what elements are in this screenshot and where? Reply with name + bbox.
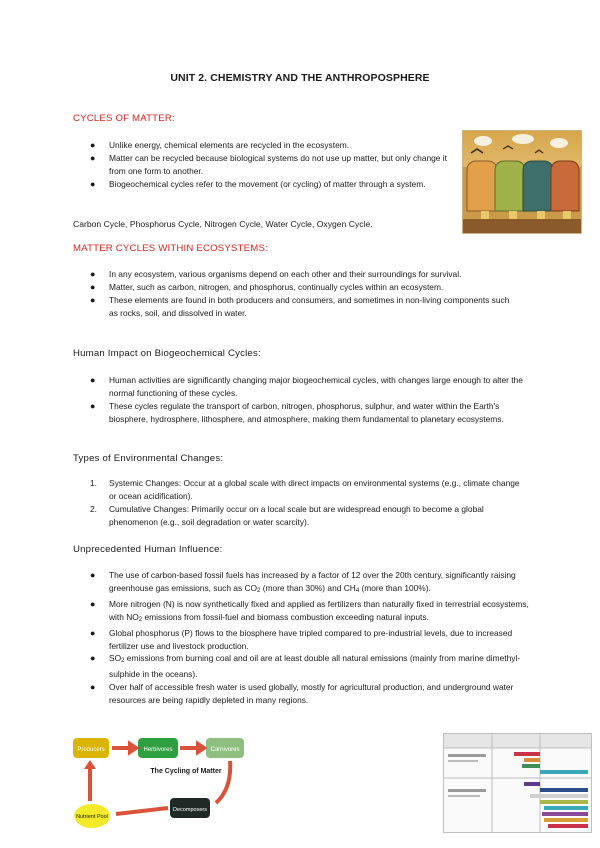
biogeochemical-cycles-illustration <box>462 130 582 234</box>
bullet-icon: ● <box>90 375 96 385</box>
list-item: 1. Systemic Changes: Occur at a global scale with direct impacts on environmental systems (e.g., climate change or ocean acidification). <box>90 478 520 501</box>
unprecedented-heading: Unprecedented Human Influence: <box>73 544 223 555</box>
herbivores-label: Herbivores <box>143 747 173 753</box>
list-item: ● Matter, such as carbon, nitrogen, and phosphorus, continually cycles within an ecosystem. <box>90 281 444 292</box>
list-item: ● Global phosphorus (P) flows to the biosphere have tripled compared to pre-industrial levels, due to increased fertilizer use and livestock production. <box>90 627 513 651</box>
env-changes-heading: Types of Environmental Changes: <box>73 453 224 464</box>
list-item: ● Human activities are significantly changing major biogeochemical cycles, with changes large enough to alter the normal functioning of these cycles. <box>90 375 523 398</box>
bullet-icon: ● <box>90 294 96 305</box>
list-item: ● In any ecosystem, various organisms depend on each other and their surroundings for survival. <box>90 269 462 279</box>
matter-cycles-ecosystems-heading: MATTER CYCLES WITHIN ECOSYSTEMS: <box>73 243 268 254</box>
bullet-icon: ● <box>90 627 96 638</box>
env-changes-list <box>90 477 529 529</box>
list-item: ● These elements are found in both producers and consumers, and sometimes in non-living components such as rocks, soil, and dissolved in water. <box>90 294 510 318</box>
list-item: ● The use of carbon-based fossil fuels has increased by a factor of 12 over the 20th century, significantly raising greenhouse gas emissions, such as CO2 (more than 30%) and CH4 (more than 100%). <box>90 570 516 594</box>
bullet-icon: ● <box>90 281 96 292</box>
arrow-decomposers-pool <box>116 808 168 814</box>
nutrient-pool-label: Nutrient Pool <box>76 814 108 820</box>
list-item: ● Biogeochemical cycles refer to the movement (or cycling) of matter through a system. <box>90 178 426 189</box>
cycles-of-matter-list <box>90 139 454 191</box>
bullet-icon: ● <box>90 400 96 411</box>
human-impact-list <box>90 374 529 426</box>
cycling-of-matter-diagram <box>70 733 250 833</box>
list-item: ● Unlike energy, chemical elements are recycled in the ecosystem. <box>90 140 350 150</box>
cycles-of-matter-heading: CYCLES OF MATTER: <box>73 113 175 124</box>
list-item: ● Over half of accessible fresh water is used globally, mostly for agricultural production, and underground water resources are being rapidly depleted in many regions. <box>90 682 514 706</box>
list-item: ● SO2 emissions from burning coal and oil are at least double all natural emissions (mainly from marine dimethyl-sulphide in the oceans). <box>90 653 521 680</box>
unprecedented-list <box>90 569 529 707</box>
bullet-icon: ● <box>90 570 96 580</box>
bullet-icon: ● <box>90 653 96 664</box>
arrow-herbivores-carnivores <box>180 744 204 752</box>
matter-cycles-list <box>90 268 519 320</box>
diagram-title: The Cycling of Matter <box>150 768 222 775</box>
carnivores-label: Carnivores <box>210 747 240 753</box>
decomposers-label: Decomposers <box>173 807 207 813</box>
environmental-changes-table-thumbnail <box>443 733 592 833</box>
list-item: 2. Cumulative Changes: Primarily occur on a local scale but are widespread enough to become a global phenomenon (e.g., soil degradation or water scarcity). <box>90 503 484 527</box>
bullet-icon: ● <box>90 152 96 163</box>
arrowhead-producers <box>84 760 96 769</box>
arrow-producers-herbivores <box>112 744 136 752</box>
bullet-icon: ● <box>90 178 96 189</box>
list-item: ● Matter can be recycled because biological systems do not use up matter, but only change it from one form to another. <box>90 152 447 176</box>
bullet-icon: ● <box>90 140 96 150</box>
list-item: ● More nitrogen (N) is now synthetically fixed and applied as fertilizers than naturally fixed in terrestrial ecosystems, with NO2 emissions from fossil-fuel and biomass combustion exceeding natural inputs. <box>90 598 529 623</box>
human-impact-heading: Human Impact on Biogeochemical Cycles: <box>73 348 261 359</box>
bullet-icon: ● <box>90 598 96 609</box>
bullet-icon: ● <box>90 269 96 279</box>
bullet-icon: ● <box>90 682 96 693</box>
page-title: UNIT 2. CHEMISTRY AND THE ANTHROPOSPHERE <box>170 72 430 84</box>
cycles-list-line: Carbon Cycle, Phosphorus Cycle, Nitrogen Cycle, Water Cycle, Oxygen Cycle. <box>73 219 373 229</box>
list-item: ● These cycles regulate the transport of carbon, nitrogen, phosphorus, sulphur, and water within the Earth's biosphere, hydrosphere, lithosphere, and atmosphere, making them fundamental to planetary ecosystems. <box>90 400 504 424</box>
producers-label: Producers <box>77 747 105 753</box>
